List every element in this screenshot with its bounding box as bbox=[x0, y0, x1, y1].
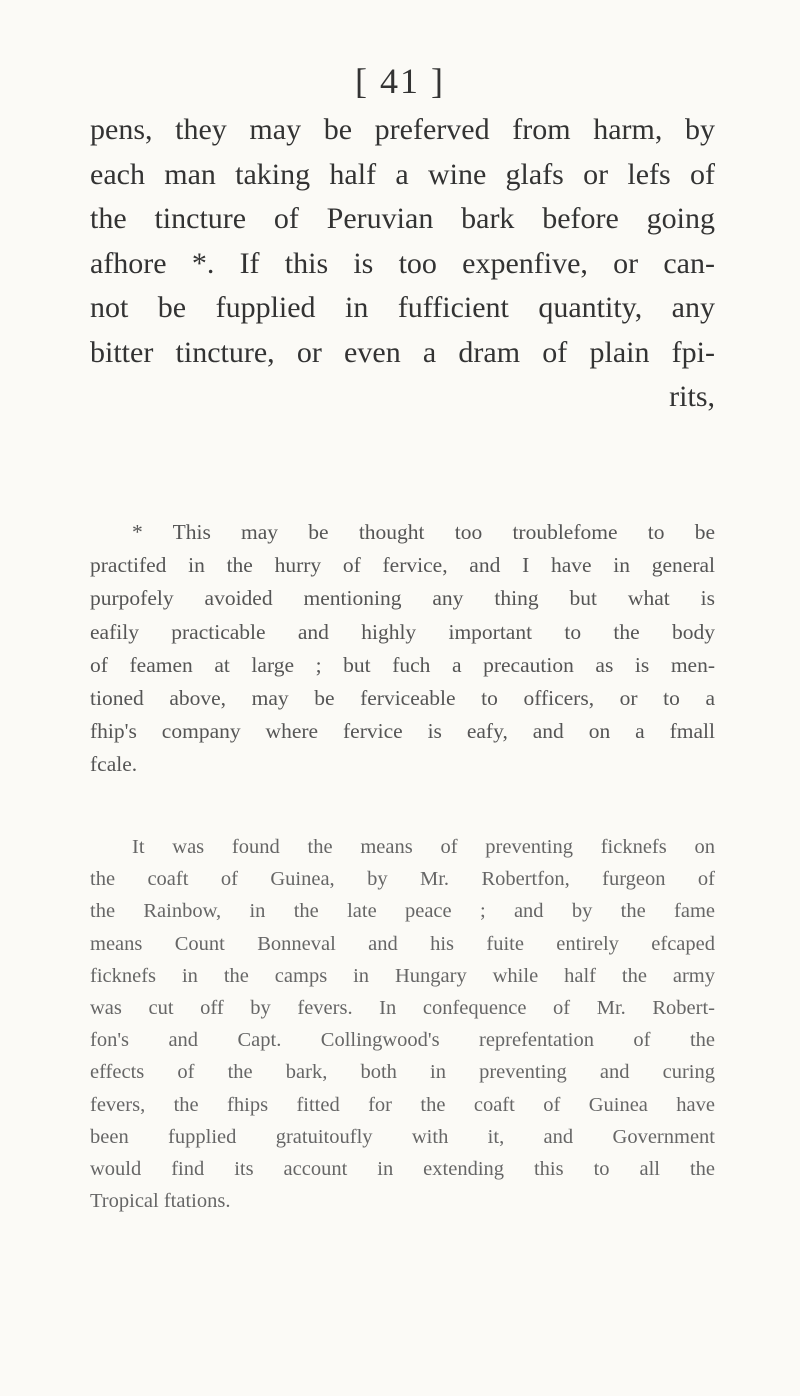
main-text-line: the tincture of Peruvian bark before going bbox=[90, 202, 715, 235]
note-line: would find its account in extending this to all the bbox=[90, 1157, 715, 1180]
note-block bbox=[90, 831, 715, 1217]
note-line: fevers, the fhips fitted for the coaft of Guinea have bbox=[90, 1093, 715, 1116]
main-text-catchword: rits, bbox=[669, 380, 715, 413]
note-line: effects of the bark, both in preventing and curing bbox=[90, 1061, 715, 1084]
main-text-block bbox=[90, 108, 715, 420]
note-line: It was found the means of preventing ficknefs on bbox=[132, 836, 715, 858]
footnote-block bbox=[90, 516, 715, 782]
footnote-line: purpofely avoided mentioning any thing but what is bbox=[90, 586, 715, 611]
note-line: the coaft of Guinea, by Mr. Robertfon, furgeon of bbox=[90, 868, 715, 891]
main-text-line: each man taking half a wine glafs or lefs of bbox=[90, 157, 715, 191]
note-line: means Count Bonneval and his fuite entirely efcaped bbox=[90, 932, 715, 955]
footnote-line: fcale. bbox=[90, 752, 138, 777]
note-line: the Rainbow, in the late peace ; and by the fame bbox=[90, 900, 715, 923]
main-text-line: bitter tincture, or even a dram of plain fpi- bbox=[90, 335, 715, 369]
footnote-line: eafily practicable and highly important to the body bbox=[90, 619, 715, 644]
note-line: been fupplied gratuitoufly with it, and Government bbox=[90, 1125, 715, 1148]
main-text-line: not be fupplied in fufficient quantity, any bbox=[90, 291, 715, 324]
footnote-line: * This may be thought too troublefome to be bbox=[132, 520, 715, 544]
footnote-line: tioned above, may be ferviceable to officers, or to a bbox=[90, 685, 715, 710]
note-line: fon's and Capt. Collingwood's reprefentation of the bbox=[90, 1029, 715, 1052]
main-text-line: afhore *. If this is too expenfive, or can- bbox=[90, 246, 715, 280]
note-line: was cut off by fevers. In confequence of Mr. Robert- bbox=[90, 996, 715, 1019]
note-line: ficknefs in the camps in Hungary while half the army bbox=[90, 964, 715, 987]
footnote-line: fhip's company where fervice is eafy, and on a fmall bbox=[90, 719, 715, 744]
note-line: Tropical ftations. bbox=[90, 1190, 231, 1213]
footnote-line: of feamen at large ; but fuch a precaution as is men- bbox=[90, 652, 715, 677]
main-text-line: pens, they may be preferved from harm, by bbox=[90, 113, 715, 146]
page-number: [ 41 ] bbox=[355, 61, 445, 101]
footnote-line: practifed in the hurry of fervice, and I have in general bbox=[90, 553, 715, 578]
